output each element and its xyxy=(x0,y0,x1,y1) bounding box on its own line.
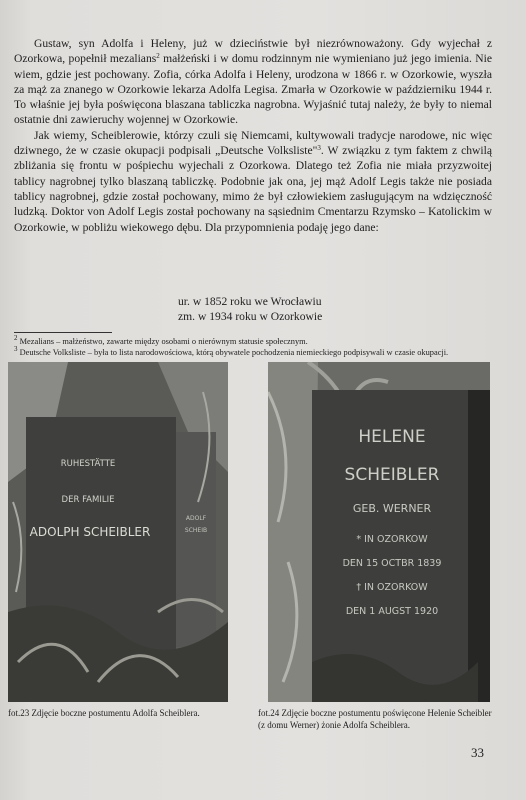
stone-text-scheibler: SCHEIBLER xyxy=(344,465,440,485)
paragraph-1: Gustaw, syn Adolfa i Heleny, już w dzieciństwie był niezrównoważony. Gdy wyjechał z Ozorkowa, popełnił mezalians$^2$ małżeński i w domu rodzinnym nie wymieniano już jego imienia. Nie wiem, gdzie jest pochowany. Zofia, córka Adolfa i Heleny, urodzona w 1866 r. w Ozorkowie, wyszła za mąż za znanego w Ozorkowie lekarza Adolfa Legisa. Zmarła w Ozorkowie w październiku 1944 r. To właśnie jej była poświęcona blaszana tabliczka nagrobna. Wyjaśnić tutaj należy, że były to niemal ostatnie dni zawieruchy wojennej w Ozorkowie. xyxy=(14,37,492,127)
stone-side-line-2: SCHEIB xyxy=(184,527,208,534)
page-number: 33 xyxy=(471,745,484,760)
stone-text-line-2: DER FAMILIE xyxy=(61,495,115,505)
footnote-divider xyxy=(14,332,112,333)
stone-text-born-place: * IN OZORKOW xyxy=(356,534,428,545)
photo-helene-scheibler-pedestal xyxy=(268,362,490,702)
birth-date: ur. w 1852 roku we Wrocławiu xyxy=(178,295,322,308)
stone-text-death-date: DEN 1 AUGST 1920 xyxy=(345,606,439,617)
stone-side-line-1: ADOLF xyxy=(185,515,207,522)
footnote-ref-3: 3 xyxy=(317,144,321,153)
footnotes xyxy=(14,336,492,358)
footnote-ref-2: 2 xyxy=(156,52,160,61)
paragraph-2: Jak wiemy, Scheiblerowie, którzy czuli się Niemcami, kultywowali tradycje narodowe, nic więc dziwnego, że w czasie okupacji podpisali „Deutsche Volksliste"$^3$. W związku z tym faktem z chwilą zbliżania się frontu w pośpiechu wyjechali z Ozorkowa. Dlatego też Zofia nie miała przyzwoitej tablicy nagrobnej tylko blaszaną tabliczkę. Podobnie jak ona, jej mąż Adolf Legis także nie posiada tablicy nagrobnej, gdzie został pochowany, mimo że był człowiekiem zasługującym na wdzięczność ludzką. Doktor von Adolf Legis został pochowany na sąsiednim Cmentarzu Rzymsko – Katolickim w Ozorkowie, w pobliżu wiekowego dębu. Dla przypomnienia podaję jego dane: xyxy=(14,128,492,234)
caption-fot23: fot.23 Zdjęcie boczne postumentu Adolfa Scheiblera. xyxy=(8,708,200,718)
stone-text-death-place: † IN OZORKOW xyxy=(356,582,428,593)
caption-fot24: fot.24 Zdjęcie boczne postumentu poświęcone Helenie Scheibler (z domu Werner) żonie Adolfa Scheiblera. xyxy=(258,708,492,730)
photo-adolf-scheibler-pedestal xyxy=(8,362,228,702)
body-text xyxy=(14,36,492,235)
stone-text-line-3: ADOLPH SCHEIBLER xyxy=(29,525,151,539)
stone-text-geb-werner: GEB. WERNER xyxy=(352,502,432,515)
stone-text-born-date: DEN 15 OCTBR 1839 xyxy=(342,558,442,569)
stone-text-line-1: RUHESTÄTTE xyxy=(60,459,116,469)
footnote-3: $^3$ Deutsche Volksliste – była to lista narodowościowa, którą obywatele pochodzenia niemieckiego podpisywali w czasie okupacji. xyxy=(14,345,449,358)
legis-dates xyxy=(178,294,322,325)
death-date: zm. w 1934 roku w Ozorkowie xyxy=(178,310,323,324)
footnote-2: $^2$ Mezalians – małżeństwo, zawarte między osobami o nierównym statusie społecznym. xyxy=(14,334,308,346)
stone-text-helene: HELENE xyxy=(358,427,426,447)
